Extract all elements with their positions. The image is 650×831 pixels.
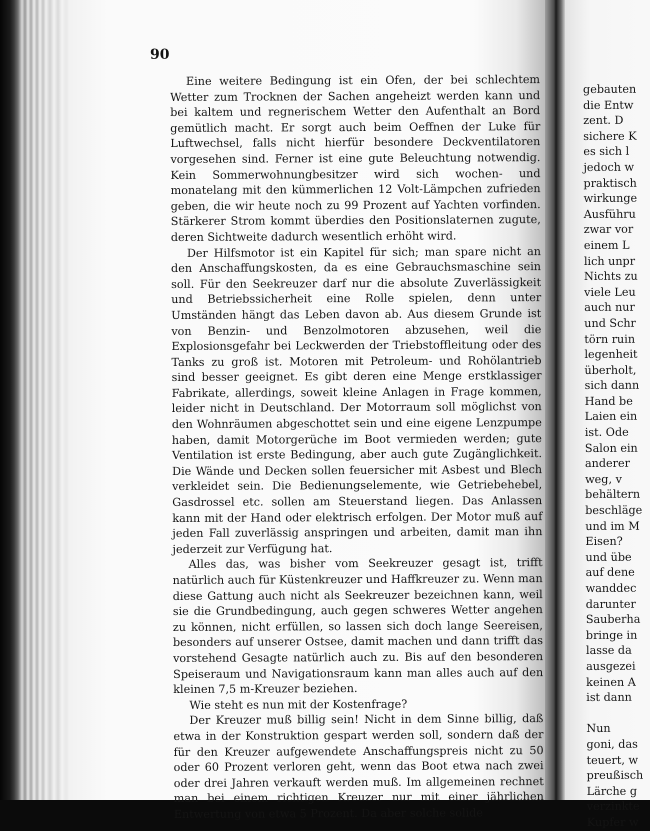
- paragraph-kuestenkreuzer: Alles das, was bisher vom Seekreuzer gesagt ist, trifft natürlich auch für Küstenkreuzer und Haffkreuzer zu. Wenn man diese Gattung auch nicht als Seekreuzer bezeichnen kann, weil sie die Grundbedingung, auch gegen schweres Wetter angehen zu können, nicht erfüllen, so lassen sich doch lange Seereisen, besonders auf unserer Ostsee, damit machen und dann trifft das vorstehend Gesagte natürlich auch zu. Bis auf den besonderen Speiseraum und Navigationsraum kann man alles auch auf den kleinen 7,5 m-Kreuzer beziehen.: [172, 556, 544, 697]
- right-page-line: und im M: [585, 519, 640, 533]
- right-page-line: Hand be: [584, 394, 633, 408]
- right-page-line: ausgezei: [586, 659, 636, 673]
- right-page-line: Salon ein: [584, 441, 638, 455]
- right-page-line: keinen A: [586, 675, 636, 689]
- right-page-line: weg, v: [585, 472, 622, 486]
- right-page-line: bringe in: [585, 628, 638, 642]
- right-page-line: gebauten: [583, 82, 637, 96]
- right-page-line: überholt,: [584, 363, 637, 377]
- right-page-line: darunter: [585, 597, 636, 611]
- right-page-line: Kupfer w: [586, 815, 639, 829]
- book-spine-page-edges: [0, 0, 70, 800]
- paragraph-hilfsmotor: Der Hilfsmotor ist ein Kapitel für sich; man spare nicht an den Anschaffungskosten, da es eine Gebrauchsmaschine sein soll. Für den Seekreuzer darf nur die absolute Zuverlässigkeit und Betriebssicherheit eine Rolle spielen, denn unter Umständen hängt das Leben davon ab. Aus diesem Grunde ist von Benzin- und Benzolmotoren abzusehen, weil die Explosionsgefahr bei Leckwerden der Triebstoffleitung oder des Tanks zu groß ist. Motoren mit Petroleum- und Rohölantrieb sind besser geeignet. Es gibt deren eine Menge erstklassiger Fabrikate, allerdings, soweit kleine Anlagen in Frage kommen, leider nicht in Deutschland. Der Motorraum soll möglichst von den Wohnräumen abgeschottet sein und eine eigene Lenzpumpe haben, damit Motorgerüche im Boot vermieden werden; gute Ventilation ist erste Bedingung, aber auch gute Zugänglichkeit. Die Wände und Decken sollen feuersicher mit Asbest und Blech verkleidet sein. Die Bedienungselemente, wie Getriebehebel, Gasdrossel etc. sollen am Steuerstand liegen. Das Anlassen kann mit der Hand oder elektrisch erfolgen. Der Motor muß auf jeden Fall zuverlässig anspringen und arbeiten, damit man ihn jederzeit zur Verfügung hat.: [170, 244, 543, 556]
- right-page-line: beschläge: [585, 503, 643, 518]
- right-page-line: auch nur: [584, 301, 635, 315]
- right-page-line: Eisen?: [585, 535, 623, 549]
- right-page-line: ist dann: [586, 690, 632, 705]
- right-page-line: zwar vor: [583, 223, 634, 237]
- right-page-line: es sich l: [583, 145, 630, 159]
- book-gutter: [545, 0, 565, 800]
- right-page-line: Nichts zu: [583, 269, 638, 284]
- right-page-line: zent. D: [583, 113, 624, 128]
- right-page-line: wanddec: [585, 581, 637, 595]
- right-page-line: die Entw: [583, 98, 634, 112]
- right-page-line: Laien ein: [584, 410, 638, 424]
- right-page-line: einem L: [583, 238, 630, 252]
- right-page-line: viele Leu: [584, 285, 636, 299]
- right-page-text: [583, 82, 650, 831]
- paragraph-ofen: Eine weitere Bedingung ist ein Ofen, der bei schlechtem Wetter zum Trocknen der Sachen angeheizt werden kann und bei kaltem und regnerischem Wetter den Aufenthalt an Bord gemütlich macht. Er sorgt auch beim Oeffnen der Luke für Luftwechsel, falls nicht hierfür besondere Deckventilatoren vorgesehen sind. Ferner ist eine gute Beleuchtung notwendig. Kein Sommerwohnungbesitzer wird sich wochen- und monatelang mit den kümmerlichen 12 Volt-Lämpchen zufrieden geben, die wir heute noch zu 99 Prozent auf Yachten vorfinden. Stärkerer Strom kommt überdies den Positionslaternen zugute, deren Sichtweite dadurch wesentlich erhöht wird.: [170, 73, 541, 244]
- right-page-line: ist. Ode: [584, 425, 629, 440]
- right-page-line: jedoch w: [583, 160, 635, 174]
- right-page-line: praktisch: [583, 176, 637, 190]
- right-page-line: anderer: [584, 457, 631, 471]
- right-page-line: preußisch: [586, 768, 644, 783]
- right-page-line: Nun: [586, 722, 611, 736]
- right-page-line: sich dann: [584, 378, 640, 393]
- right-page-line: Sauberha: [585, 612, 641, 627]
- right-page-line: sichere K: [583, 129, 637, 143]
- right-page-line: Lärche g: [586, 784, 638, 798]
- right-page-line: verzinkte: [586, 800, 640, 814]
- right-page-line: goni, das: [586, 737, 638, 751]
- right-page-line: törn ruin: [584, 332, 636, 346]
- right-page-line: [586, 705, 650, 721]
- right-page-line: behältern: [585, 488, 641, 502]
- right-page-line: und übe: [585, 550, 632, 564]
- right-page-line: wirkunge: [583, 191, 638, 206]
- right-page-line: legenheit: [584, 347, 638, 362]
- right-page-line: Ausführu: [583, 207, 636, 221]
- right-page-line: lasse da: [585, 644, 632, 658]
- body-text: [170, 72, 544, 822]
- paragraph-kostenfrage: Wie steht es nun mit der Kostenfrage?: [189, 697, 408, 712]
- right-page-line: lich unpr: [583, 254, 636, 268]
- right-page-line: auf dene: [585, 566, 635, 580]
- right-page-line: und Schr: [584, 316, 636, 330]
- page-number: 90: [150, 47, 170, 63]
- paragraph-billig: Der Kreuzer muß billig sein! Nicht in dem Sinne billig, daß etwa in der Konstruktion gespart werden soll, sondern daß der für den Kreuzer aufgewendete Anschaffungspreis nicht zu 50 oder 60 Prozent verloren geht, wenn das Boot etwa nach zwei oder drei Jahren verkauft werden muß. Im allgemeinen rechnet man bei einem richtigen Kreuzer nur mit einer jährlichen Entwertung von etwa 5 Prozent. Da aber solche solide: [173, 712, 544, 821]
- right-page-line: teuert, w: [586, 753, 639, 767]
